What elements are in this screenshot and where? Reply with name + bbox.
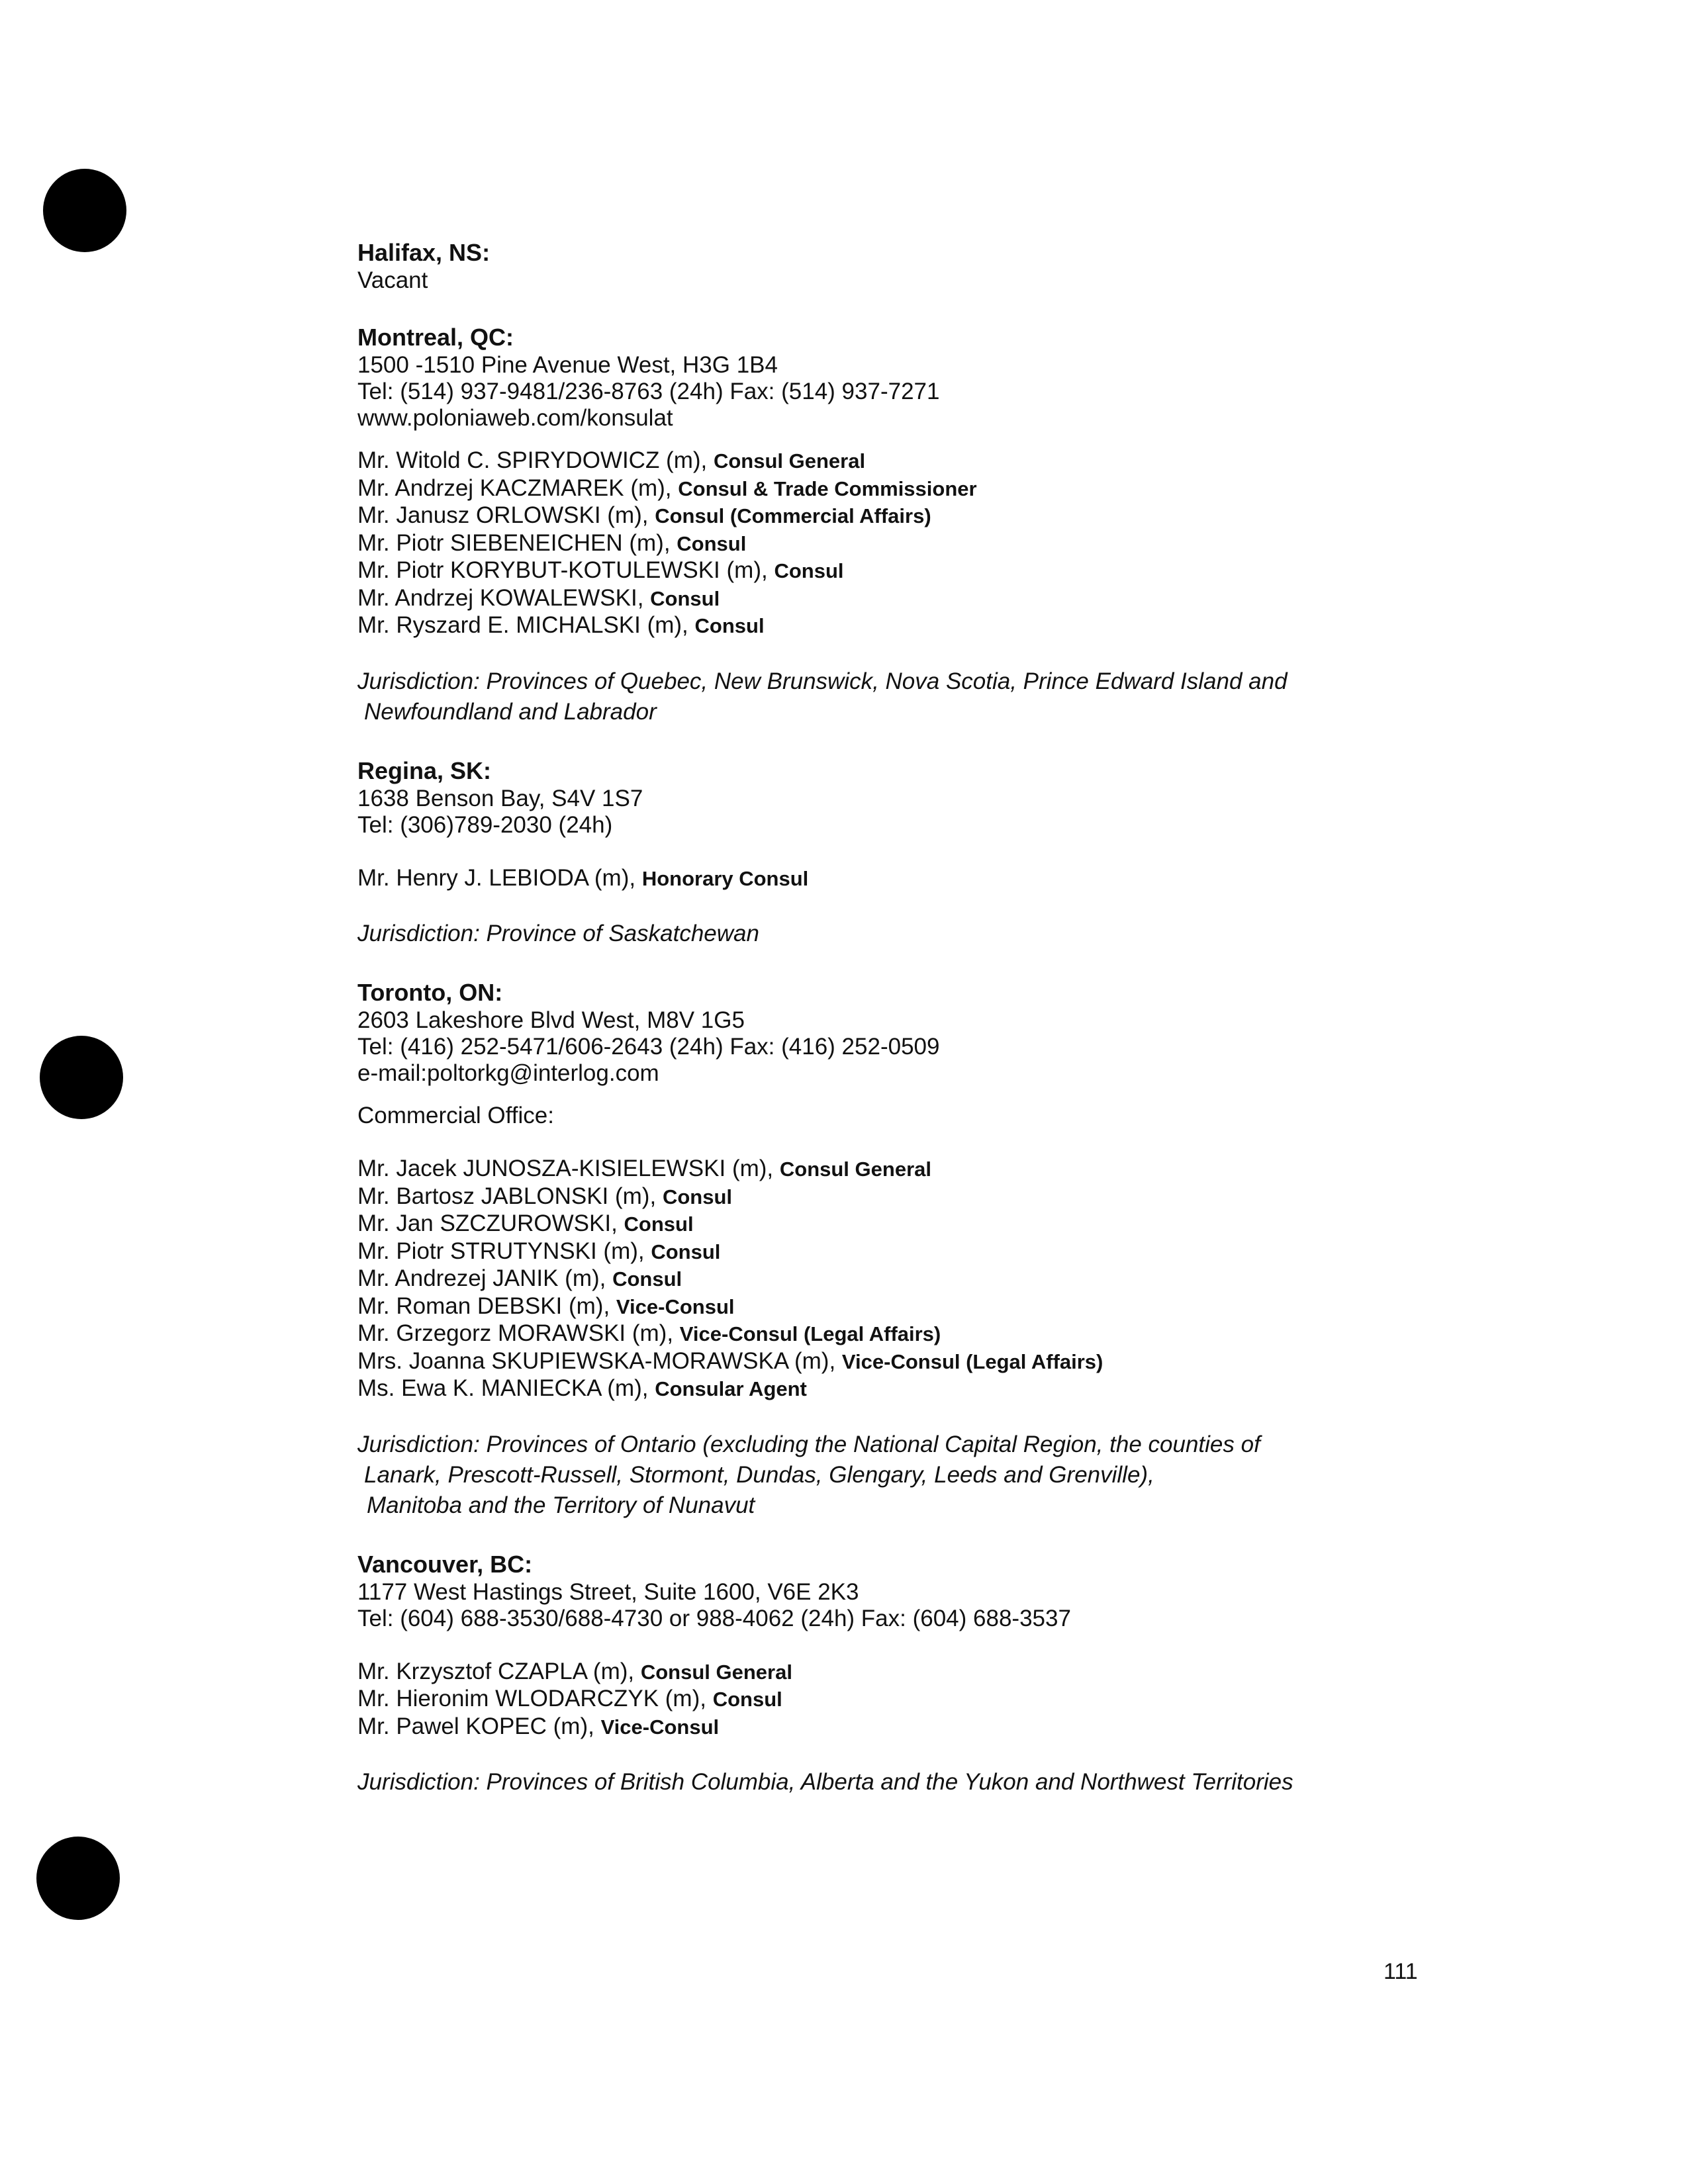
website-line: www.poloniaweb.com/konsulat [357, 405, 673, 431]
staff-entry [357, 1183, 1483, 1211]
section-regina [357, 756, 1483, 950]
staff-title: Consul [612, 1267, 682, 1291]
jurisdiction-note [357, 1430, 1350, 1521]
staff-title: Honorary Consul [641, 866, 809, 890]
staff-entry [357, 1713, 1483, 1741]
binder-hole [40, 1036, 123, 1119]
section-montreal [357, 323, 1483, 727]
staff-title: Vice-Consul [600, 1715, 720, 1739]
section-halifax [357, 238, 1483, 294]
phone-line: Tel: (306)789-2030 (24h) [357, 811, 613, 838]
section-toronto [357, 978, 1483, 1521]
staff-entry [357, 865, 1483, 893]
staff-entry [357, 1348, 1483, 1376]
staff-title: Consul [624, 1212, 694, 1236]
staff-entry [357, 1238, 1483, 1266]
jurisdiction-note [357, 1767, 1350, 1797]
staff-name: Mr. Janusz ORLOWSKI (m), [357, 502, 649, 528]
address-line: 1500 -1510 Pine Avenue West, H3G 1B4 [357, 352, 778, 378]
staff-name: Mr. Hieronim WLODARCZYK (m), [357, 1686, 706, 1711]
staff-title: Consul & Trade Commissioner [678, 477, 977, 500]
staff-title: Consul General [640, 1660, 792, 1684]
jurisdiction-line: Jurisdiction: Provinces of Quebec, New Brunswick, Nova Scotia, Prince Edward Island and [357, 668, 1288, 694]
staff-entry [357, 1210, 1483, 1238]
staff-entry [357, 1293, 1483, 1321]
staff-name: Ms. Ewa K. MANIECKA (m), [357, 1375, 649, 1401]
staff-title: Consul [774, 559, 844, 582]
staff-title: Vice-Consul [616, 1295, 735, 1318]
staff-entry [357, 1659, 1483, 1686]
section-heading: Regina, SK: [357, 756, 492, 784]
staff-name: Mr. Witold C. SPIRYDOWICZ (m), [357, 447, 708, 473]
address-line: 1177 West Hastings Street, Suite 1600, V6E 2K3 [357, 1578, 859, 1605]
staff-entry [357, 530, 1483, 558]
staff-entry [357, 1265, 1483, 1293]
jurisdiction-line: Manitoba and the Territory of Nunavut [367, 1492, 755, 1518]
jurisdiction-line: Jurisdiction: Provinces of British Columbia, Alberta and the Yukon and Northwest Territories [357, 1769, 1293, 1795]
jurisdiction-line: Jurisdiction: Province of Saskatchewan [357, 921, 759, 946]
email-line: e-mail:poltorkg@interlog.com [357, 1060, 659, 1086]
staff-entry [357, 612, 1483, 640]
staff-entry [357, 1686, 1483, 1713]
phone-line: Tel: (604) 688-3530/688-4730 or 988-4062 (24h) Fax: (604) 688-3537 [357, 1605, 1071, 1631]
staff-name: Mrs. Joanna SKUPIEWSKA-MORAWSKA (m), [357, 1347, 836, 1374]
staff-title: Consul [662, 1185, 732, 1208]
staff-name: Mr. Krzysztof CZAPLA (m), [357, 1658, 635, 1684]
staff-name: Mr. Bartosz JABLONSKI (m), [357, 1183, 657, 1209]
staff-name: Mr. Jan SZCZUROWSKI, [357, 1210, 618, 1236]
staff-entry [357, 1156, 1483, 1183]
staff-entry [357, 502, 1483, 530]
staff-name: Mr. Piotr KORYBUT-KOTULEWSKI (m), [357, 557, 768, 583]
binder-hole [43, 169, 126, 252]
staff-name: Mr. Andrzej KACZMAREK (m), [357, 475, 672, 501]
jurisdiction-line: Jurisdiction: Provinces of Ontario (excluding the National Capital Region, the counties of [357, 1431, 1260, 1457]
section-heading: Montreal, QC: [357, 324, 514, 351]
phone-line: Tel: (514) 937-9481/236-8763 (24h) Fax: (514) 937-7271 [357, 379, 940, 404]
staff-entry [357, 557, 1483, 585]
staff-name: Mr. Andrzej KOWALEWSKI, [357, 584, 644, 611]
address-line: 2603 Lakeshore Blvd West, M8V 1G5 [357, 1007, 745, 1033]
staff-name: Mr. Grzegorz MORAWSKI (m), [357, 1320, 674, 1346]
page-number: 111 [1383, 1959, 1418, 1984]
section-vancouver [357, 1550, 1483, 1798]
staff-title: Consul [694, 614, 765, 637]
staff-title: Vice-Consul (Legal Affairs) [679, 1322, 941, 1345]
staff-entry [357, 447, 1483, 475]
jurisdiction-note [357, 666, 1350, 727]
staff-entry [357, 585, 1483, 613]
staff-name: Mr. Henry J. LEBIODA (m), [357, 864, 636, 891]
staff-name: Mr. Piotr STRUTYNSKI (m), [357, 1238, 645, 1264]
staff-name: Mr. Pawel KOPEC (m), [357, 1713, 594, 1739]
address-line: 1638 Benson Bay, S4V 1S7 [357, 785, 643, 811]
staff-title: Consul [712, 1688, 782, 1711]
staff-title: Vice-Consul (Legal Affairs) [841, 1349, 1103, 1373]
staff-name: Mr. Jacek JUNOSZA-KISIELEWSKI (m), [357, 1156, 774, 1181]
staff-title: Consul General [713, 449, 866, 473]
staff-name: Mr. Ryszard E. MICHALSKI (m), [357, 612, 688, 638]
staff-entry [357, 475, 1483, 503]
section-heading: Halifax, NS: [357, 239, 491, 266]
commercial-office-label: Commercial Office: [357, 1103, 554, 1128]
binder-hole [36, 1837, 120, 1920]
staff-name: Mr. Piotr SIEBENEICHEN (m), [357, 529, 671, 556]
status-text: Vacant [357, 267, 428, 293]
staff-title: Consul (Commercial Affairs) [655, 504, 931, 527]
staff-title: Consul [677, 531, 747, 555]
section-heading: Toronto, ON: [357, 979, 503, 1006]
jurisdiction-line: Lanark, Prescott-Russell, Stormont, Dundas, Glengary, Leeds and Grenville), [364, 1461, 1154, 1488]
staff-name: Mr. Andrezej JANIK (m), [357, 1265, 606, 1291]
staff-name: Mr. Roman DEBSKI (m), [357, 1293, 610, 1319]
staff-title: Consular Agent [655, 1377, 807, 1400]
staff-title: Consul [650, 586, 720, 610]
jurisdiction-line: Newfoundland and Labrador [364, 698, 657, 725]
staff-entry [357, 1320, 1483, 1348]
jurisdiction-note [357, 919, 1350, 949]
staff-title: Consul [651, 1240, 721, 1263]
consulate-listing [357, 238, 1483, 1827]
section-heading: Vancouver, BC: [357, 1550, 533, 1578]
phone-line: Tel: (416) 252-5471/606-2643 (24h) Fax: (416) 252-0509 [357, 1034, 940, 1060]
staff-title: Consul General [779, 1158, 931, 1181]
staff-entry [357, 1375, 1483, 1403]
